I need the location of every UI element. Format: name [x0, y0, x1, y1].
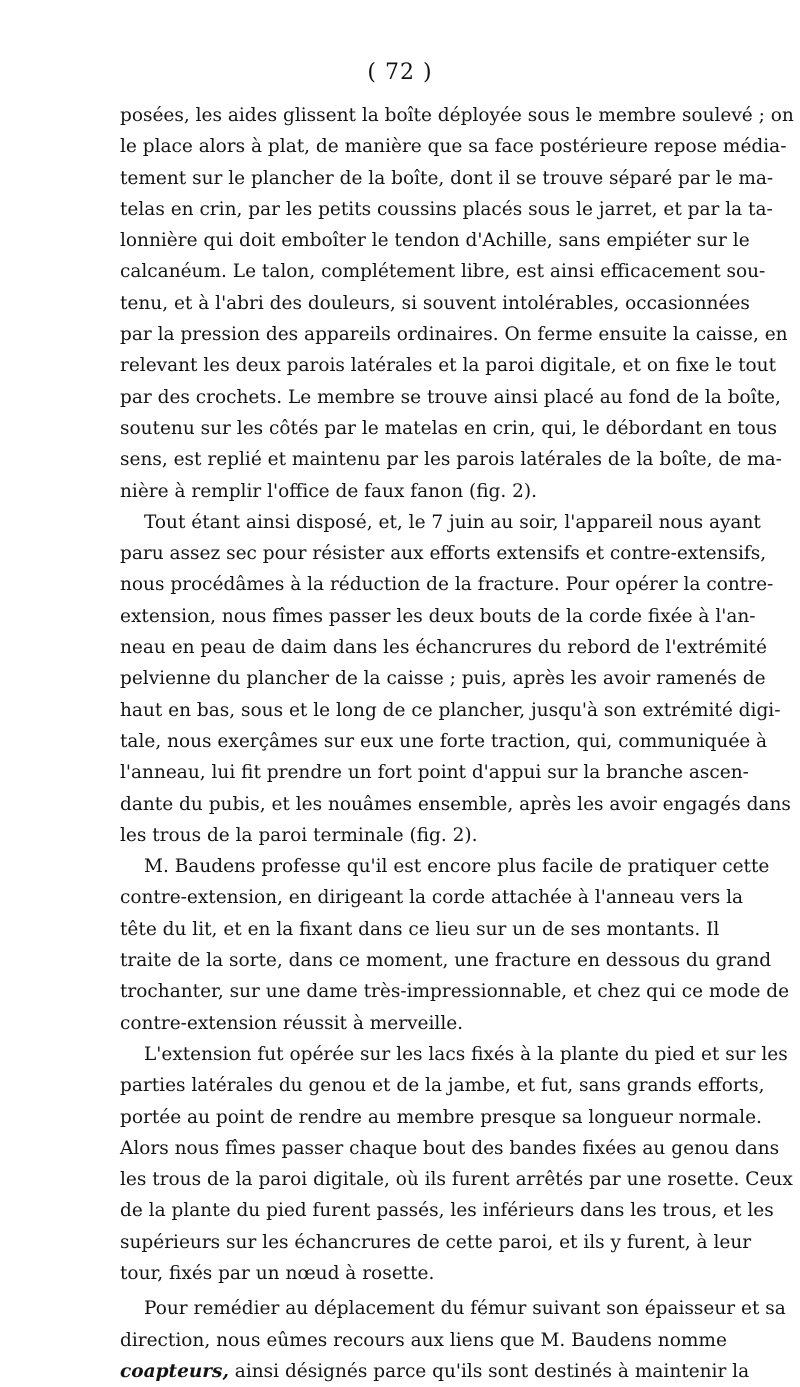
page-number: ( 72 ): [367, 60, 433, 85]
text-line: le place alors à plat, de manière que sa face postérieure repose média-: [120, 136, 787, 158]
text-line: calcanéum. Le talon, complétement libre, est ainsi efficacement sou-: [120, 261, 766, 283]
text-line: par des crochets. Le membre se trouve ainsi placé au fond de la boîte,: [120, 386, 781, 408]
text-line: neau en peau de daim dans les échancrures du rebord de l'extrémité: [120, 637, 767, 659]
text-line: Alors nous fîmes passer chaque bout des bandes fixées au genou dans: [120, 1137, 780, 1159]
text-line: dante du pubis, et les nouâmes ensemble, après les avoir engagés dans: [120, 793, 791, 815]
text-line: portée au point de rendre au membre presque sa longueur normale.: [120, 1106, 762, 1128]
text-line: pelvienne du plancher de la caisse ; puis, après les avoir ramenés de: [120, 668, 766, 690]
text-line: posées, les aides glissent la boîte déployée sous le membre soulevé ; on: [120, 105, 794, 126]
text-line: nous procédâmes à la réduction de la fracture. Pour opérer la contre-: [120, 574, 774, 596]
text-line: tête du lit, et en la fixant dans ce lieu sur un de ses montants. Il: [120, 918, 720, 940]
text-line: les trous de la paroi digitale, où ils furent arrêtés par une rosette. Ceux: [120, 1169, 793, 1191]
text-line: parties latérales du genou et de la jambe, et fut, sans grands efforts,: [120, 1075, 765, 1097]
text-line: contre-extension, en dirigeant la corde attachée à l'anneau vers la: [120, 887, 744, 909]
text-line: Tout étant ainsi disposé, et, le 7 juin au soir, l'appareil nous ayant: [144, 511, 761, 533]
text-line: direction, nous eûmes recours aux liens que M. Baudens nomme: [120, 1329, 727, 1351]
text-line: haut en bas, sous et le long de ce plancher, jusqu'à son extrémité digi-: [120, 699, 781, 721]
text-line: de la plante du pied furent passés, les inférieurs dans les trous, et les: [120, 1200, 774, 1222]
text-line: soutenu sur les côtés par le matelas en crin, qui, le débordant en tous: [120, 417, 778, 439]
text-line: paru assez sec pour résister aux efforts extensifs et contre-extensifs,: [120, 543, 767, 565]
text-line: nière à remplir l'office de faux fanon (fig. 2).: [120, 480, 538, 502]
text-line-last: [120, 1356, 750, 1387]
text-line: relevant les deux parois latérales et la paroi digitale, et on fixe le tout: [120, 355, 777, 377]
text-line: Pour remédier au déplacement du fémur suivant son épaisseur et sa: [144, 1298, 786, 1320]
text-line: l'anneau, lui fit prendre un fort point d'appui sur la branche ascen-: [120, 762, 749, 784]
text-line: supérieurs sur les échancrures de cette paroi, et ils y furent, à leur: [120, 1231, 752, 1253]
text-line: tour, fixés par un nœud à rosette.: [120, 1262, 435, 1284]
text-line: tement sur le plancher de la boîte, dont il se trouve séparé par le ma-: [120, 167, 774, 189]
text-line: telas en crin, par les petits coussins placés sous le jarret, et par la ta-: [120, 198, 773, 220]
text-line: extension, nous fîmes passer les deux bouts de la corde fixée à l'an-: [120, 605, 756, 627]
text-line: par la pression des appareils ordinaires. On ferme ensuite la caisse, en: [120, 324, 788, 346]
text-line-remainder: ainsi désignés parce qu'ils sont destinés à maintenir la: [234, 1360, 750, 1382]
text-line: tenu, et à l'abri des douleurs, si souvent intolérables, occasionnées: [120, 292, 750, 314]
emphasized-term: coapteurs,: [120, 1360, 229, 1382]
text-line: trochanter, sur une dame très-impressionnable, et chez qui ce mode de: [120, 981, 790, 1003]
text-line: sens, est replié et maintenu par les parois latérales de la boîte, de ma-: [120, 449, 782, 471]
text-line: traite de la sorte, dans ce moment, une fracture en dessous du grand: [120, 950, 772, 972]
text-line: lonnière qui doit emboîter le tendon d'Achille, sans empiéter sur le: [120, 230, 750, 252]
text-line: contre-extension réussit à merveille.: [120, 1012, 464, 1034]
text-line: tale, nous exerçâmes sur eux une forte traction, qui, communiquée à: [120, 730, 768, 752]
text-line: les trous de la paroi terminale (fig. 2).: [120, 824, 478, 846]
text-line: M. Baudens professe qu'il est encore plus facile de pratiquer cette: [144, 856, 770, 878]
body-text: [120, 100, 794, 1387]
text-line: L'extension fut opérée sur les lacs fixés à la plante du pied et sur les: [144, 1043, 788, 1065]
